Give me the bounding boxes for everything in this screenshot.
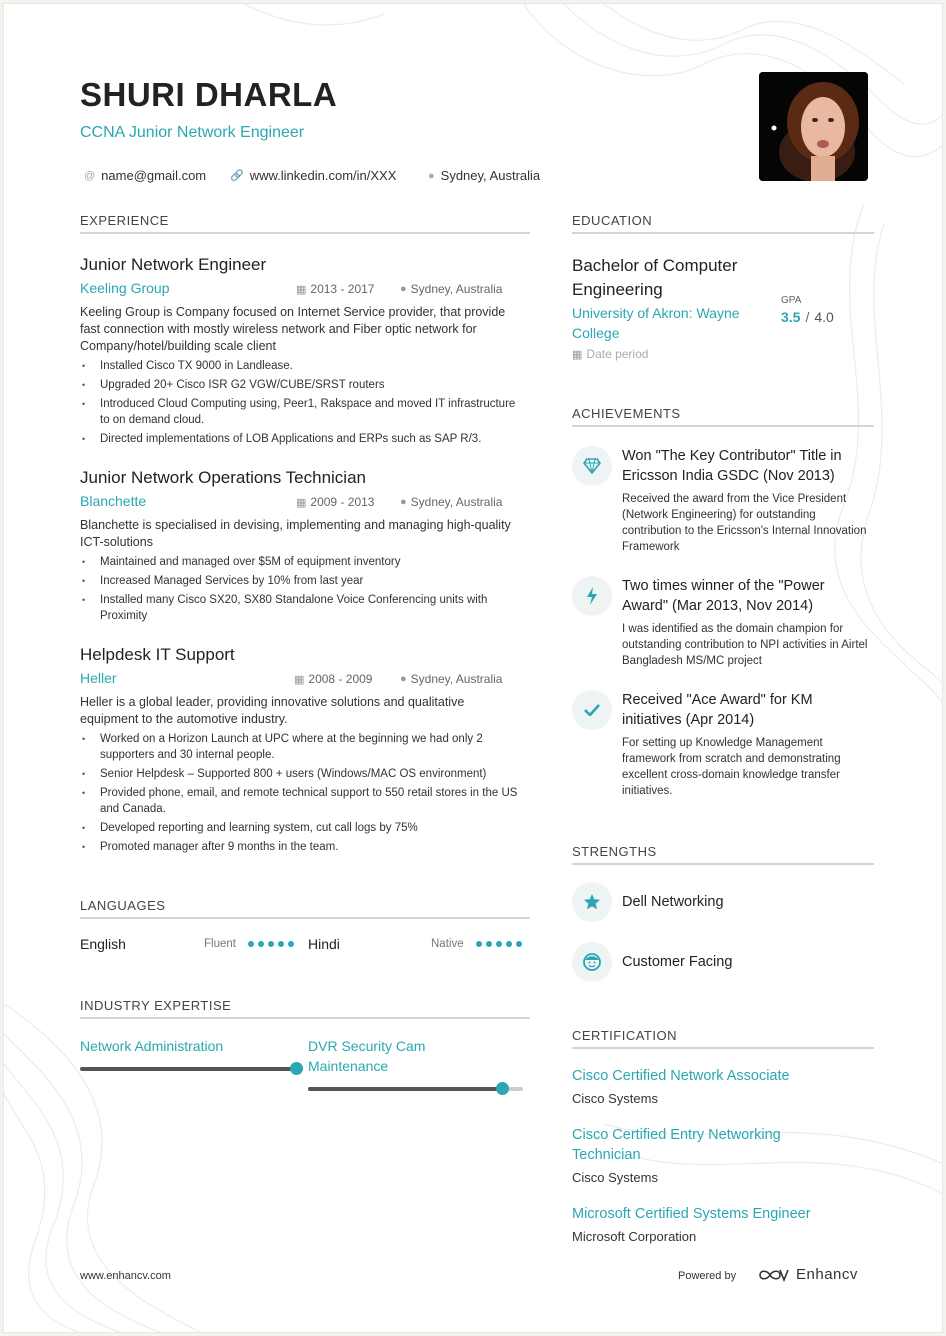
link-icon: 🔗 (230, 170, 244, 182)
job-description: Heller is a global leader, providing innovative solutions and qualitative equipment to the automotive industry. (80, 695, 465, 726)
language-level: Fluent (204, 938, 236, 950)
experience-divider (80, 232, 530, 234)
proficiency-dot (516, 941, 522, 947)
proficiency-dot (248, 941, 254, 947)
footer-website[interactable]: www.enhancv.com (80, 1270, 171, 1282)
gpa-value: 3.5 / 4.0 (781, 309, 834, 325)
languages-heading: LANGUAGES (80, 898, 166, 913)
expertise-bar (308, 1087, 503, 1091)
achievement-description: Received the award from the Vice President (Network Engineering) for outstanding contribution to the Ericsson's Internal Innovation Framework (622, 493, 867, 553)
job-title: Junior Network Operations Technician (80, 468, 366, 487)
certification-title[interactable]: Cisco Certified Entry Networking Technician (572, 1127, 781, 1163)
expertise-label: Network Administration (80, 1038, 224, 1054)
list-item: • Promoted manager after 9 months in the team. (80, 839, 526, 855)
education-divider (572, 232, 874, 234)
location-text: Sydney, Australia (440, 168, 541, 183)
location-pin-icon: ● (400, 673, 407, 685)
job-location: ● Sydney, Australia (400, 672, 503, 686)
strength-icon-circle (572, 942, 612, 982)
experience-heading: EXPERIENCE (80, 213, 169, 228)
proficiency-dot (496, 941, 502, 947)
list-item: • Provided phone, email, and remote technical support to 550 retail stores in the US and Canada. (80, 785, 526, 817)
school-name[interactable]: University of Akron: Wayne College (572, 305, 740, 341)
job-company[interactable]: Keeling Group (80, 280, 170, 296)
diamond-icon (583, 458, 601, 474)
checkmark-icon (584, 704, 600, 716)
calendar-icon: ▦ (572, 348, 583, 361)
linkedin-text: www.linkedin.com/in/XXX (249, 168, 397, 183)
proficiency-dot (278, 941, 284, 947)
gpa-label: GPA (781, 295, 802, 306)
expertise-heading: INDUSTRY EXPERTISE (80, 998, 232, 1013)
expertise-level-knob (290, 1062, 303, 1075)
job-bullets (80, 358, 520, 450)
achievement-title: Two times winner of the "Power Award" (Mar 2013, Nov 2014) (622, 578, 825, 614)
contact-linkedin[interactable] (230, 168, 396, 183)
achievements-divider (572, 425, 874, 427)
achievements-heading: ACHIEVEMENTS (572, 406, 681, 421)
email-text: name@gmail.com (101, 168, 207, 183)
language-proficiency-dots (248, 941, 294, 947)
job-company[interactable]: Blanchette (80, 493, 147, 509)
expertise-label: DVR Security Cam Maintenance (308, 1038, 426, 1074)
achievement-title: Won "The Key Contributor" Title in Ericsson India GSDC (Nov 2013) (622, 448, 842, 484)
candidate-title: CCNA Junior Network Engineer (80, 124, 305, 141)
certification-issuer: Cisco Systems (572, 1170, 658, 1185)
enhancv-brand-text: Enhancv (796, 1266, 858, 1283)
language-name: Hindi (308, 936, 340, 952)
list-item: • Installed Cisco TX 9000 in Landlease. (80, 358, 520, 374)
job-company[interactable]: Heller (80, 670, 117, 686)
calendar-icon: ▦ (296, 496, 307, 509)
proficiency-dot (506, 941, 512, 947)
job-dates: ▦ 2008 - 2009 (294, 672, 373, 686)
list-item: • Upgraded 20+ Cisco ISR G2 VGW/CUBE/SRST routers (80, 377, 520, 393)
calendar-icon: ▦ (296, 283, 307, 296)
achievement-description: I was identified as the domain champion for outstanding contribution to NPI activities in Airtel Bangladesh MS/MC project (622, 623, 868, 667)
achievement-icon-circle (572, 576, 612, 616)
strength-label: Dell Networking (622, 894, 724, 910)
location-pin-icon: ● (400, 496, 407, 508)
language-proficiency-dots (476, 941, 522, 947)
resume-page (3, 3, 943, 1333)
strength-label: Customer Facing (622, 954, 733, 970)
job-description: Keeling Group is Company focused on Internet Service provider, that provide fast connection with mostly wireless network and Fiber optic network for Company/hotel/building scale client (80, 305, 506, 353)
job-location: ● Sydney, Australia (400, 495, 503, 509)
contact-location (428, 168, 540, 183)
strengths-heading: STRENGTHS (572, 844, 657, 859)
job-dates: ▦ 2013 - 2017 (296, 282, 375, 296)
proficiency-dot (486, 941, 492, 947)
at-icon: @ (84, 169, 96, 182)
job-description: Blanchette is specialised in devising, implementing and managing high-quality ICT-solutions (80, 518, 511, 549)
language-name: English (80, 936, 126, 952)
candidate-name: SHURI DHARLA (80, 76, 338, 113)
contact-email[interactable] (84, 168, 206, 183)
achievement-description: For setting up Knowledge Management framework from scratch and demonstrating excellent cross-domain knowledge transfer initiatives. (622, 737, 841, 797)
list-item: • Developed reporting and learning system, cut call logs by 75% (80, 820, 526, 836)
certification-title[interactable]: Microsoft Certified Systems Engineer (572, 1206, 811, 1222)
lightning-icon (586, 587, 598, 605)
languages-divider (80, 917, 530, 919)
achievement-icon-circle (572, 446, 612, 486)
location-pin-icon: ● (428, 169, 435, 182)
education-date: ▦ Date period (572, 347, 649, 361)
education-heading: EDUCATION (572, 213, 653, 228)
profile-photo (759, 72, 868, 181)
degree-title: Bachelor of Computer Engineering (572, 256, 738, 299)
list-item: • Directed implementations of LOB Applications and ERPs such as SAP R/3. (80, 431, 520, 447)
face-icon (582, 952, 602, 972)
job-location: ● Sydney, Australia (400, 282, 503, 296)
job-title: Junior Network Engineer (80, 255, 267, 274)
location-pin-icon: ● (400, 283, 407, 295)
job-dates: ▦ 2009 - 2013 (296, 495, 375, 509)
certification-issuer: Cisco Systems (572, 1091, 658, 1106)
list-item: • Installed many Cisco SX20, SX80 Standalone Voice Conferencing units with Proximity (80, 592, 520, 624)
star-icon (583, 893, 601, 911)
job-bullets (80, 731, 526, 858)
footer-powered-by: Powered by (678, 1270, 737, 1282)
achievement-icon-circle (572, 690, 612, 730)
calendar-icon: ▦ (294, 673, 305, 686)
list-item: • Senior Helpdesk – Supported 800 + users (Windows/MAC OS environment) (80, 766, 526, 782)
list-item: • Worked on a Horizon Launch at UPC where at the beginning we had only 2 supporters and 30 internal people. (80, 731, 526, 763)
certification-heading: CERTIFICATION (572, 1028, 677, 1043)
language-level: Native (431, 938, 464, 950)
certification-divider (572, 1047, 874, 1049)
enhancv-logo[interactable] (758, 1266, 858, 1283)
achievement-title: Received "Ace Award" for KM initiatives (Apr 2014) (622, 692, 813, 728)
proficiency-dot (258, 941, 264, 947)
proficiency-dot (476, 941, 482, 947)
job-bullets (80, 554, 520, 627)
expertise-divider (80, 1017, 530, 1019)
strengths-divider (572, 863, 874, 865)
expertise-bar (80, 1067, 295, 1071)
expertise-level-knob (496, 1082, 509, 1095)
list-item: • Increased Managed Services by 10% from last year (80, 573, 520, 589)
job-title: Helpdesk IT Support (80, 645, 235, 664)
list-item: • Maintained and managed over $5M of equipment inventory (80, 554, 520, 570)
proficiency-dot (268, 941, 274, 947)
list-item: • Introduced Cloud Computing using, Peer1, Rakspace and moved IT infrastructure to on demand cloud. (80, 396, 520, 428)
enhancv-logo-icon (758, 1267, 790, 1283)
certification-issuer: Microsoft Corporation (572, 1229, 697, 1244)
certification-title[interactable]: Cisco Certified Network Associate (572, 1068, 790, 1084)
proficiency-dot (288, 941, 294, 947)
strength-icon-circle (572, 882, 612, 922)
